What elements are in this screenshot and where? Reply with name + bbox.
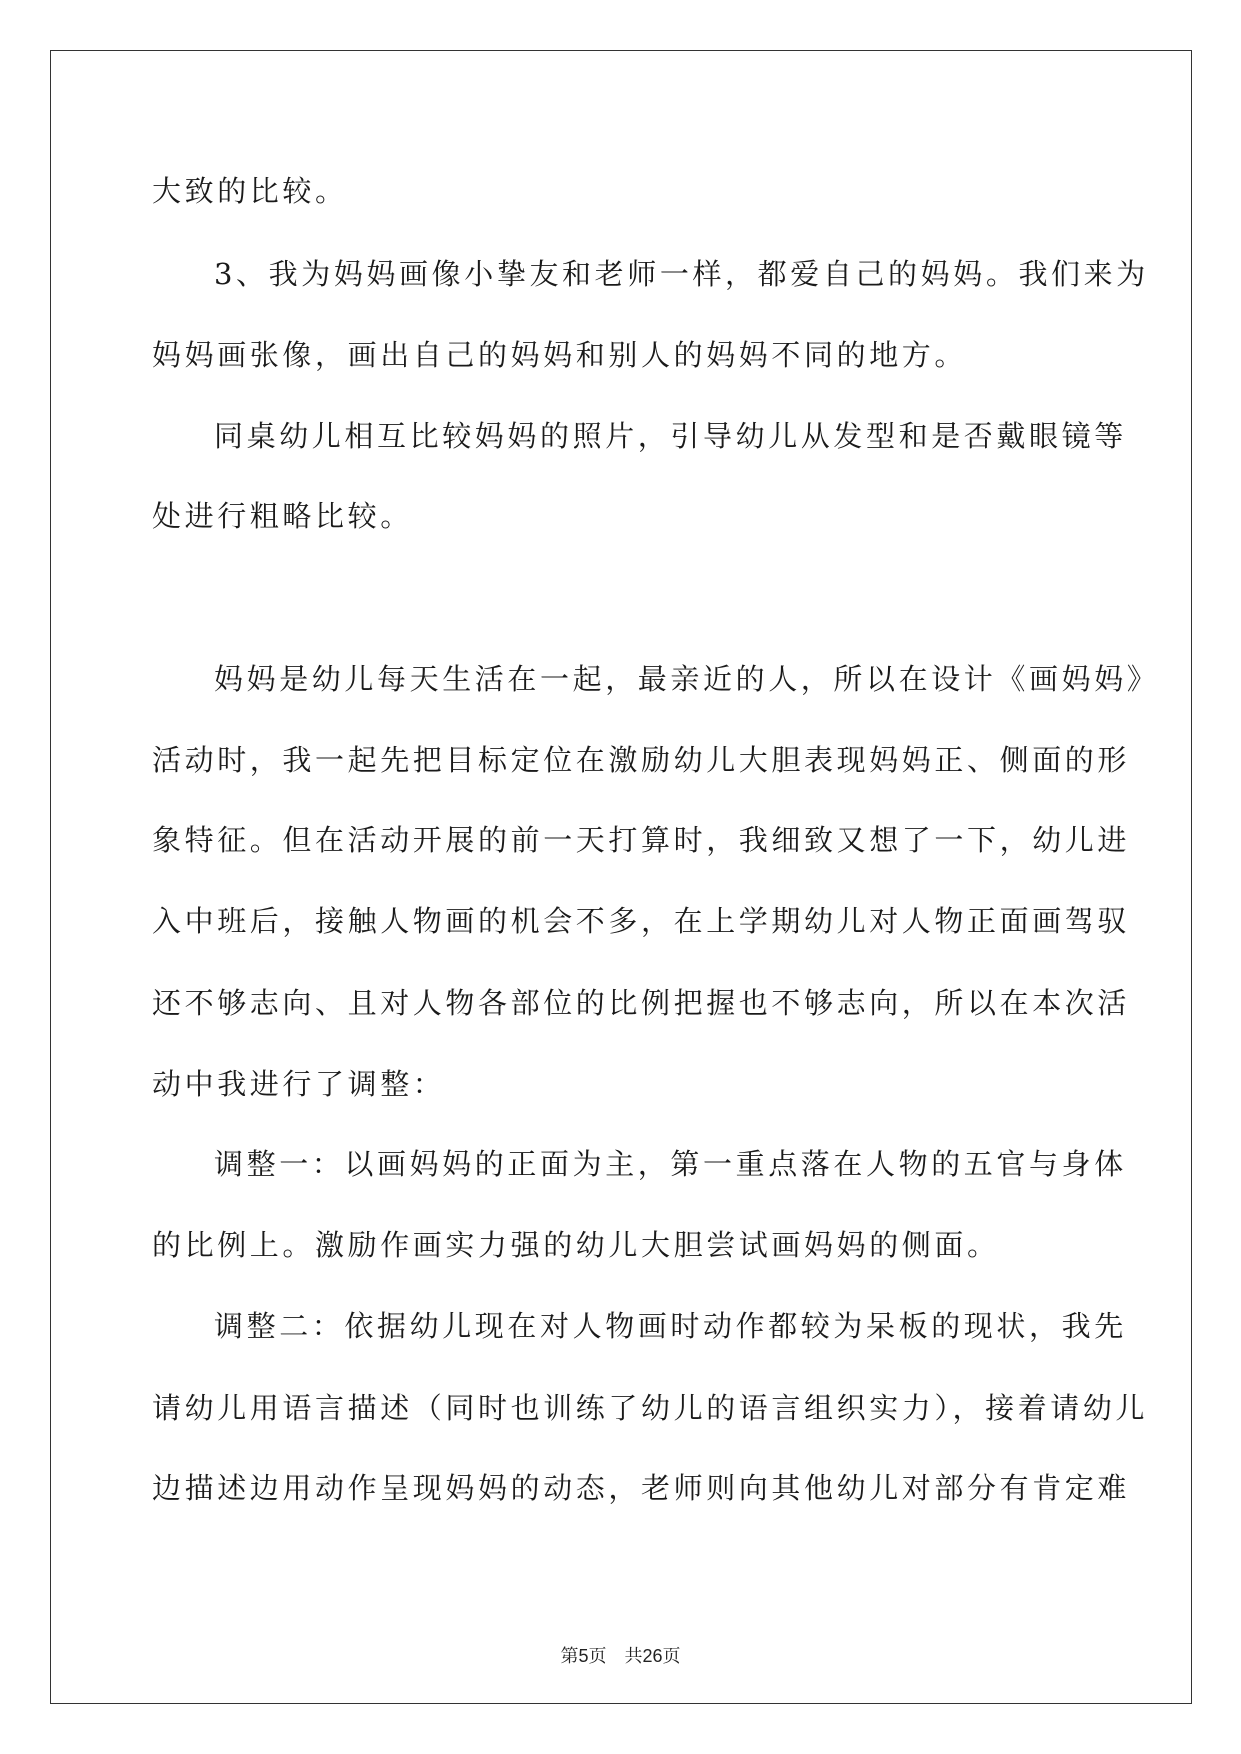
text-line: 妈妈是幼儿每天生活在一起，最亲近的人，所以在设计《画妈妈》 <box>214 662 1160 696</box>
text-line: 请幼儿用语言描述（同时也训练了幼儿的语言组织实力），接着请幼儿 <box>152 1391 1149 1425</box>
text-line: 妈妈画张像，画出自己的妈妈和别人的妈妈不同的地方。 <box>152 338 968 372</box>
page-border <box>50 50 1192 1704</box>
text-line: 3、我为妈妈画像小挚友和老师一样，都爱自己的妈妈。我们来为 <box>214 257 1149 291</box>
text-line: 的比例上。激励作画实力强的幼儿大胆尝试画妈妈的侧面。 <box>152 1228 1000 1262</box>
text-line: 同桌幼儿相互比较妈妈的照片，引导幼儿从发型和是否戴眼镜等 <box>214 419 1127 453</box>
text-line: 调整一：以画妈妈的正面为主，第一重点落在人物的五官与身体 <box>214 1147 1127 1181</box>
text-line: 边描述边用动作呈现妈妈的动态，老师则向其他幼儿对部分有肯定难 <box>152 1471 1131 1505</box>
page-suffix: 页 <box>588 1646 607 1667</box>
page-footer <box>0 1644 1241 1669</box>
text-line: 调整二：依据幼儿现在对人物画时动作都较为呆板的现状，我先 <box>214 1309 1127 1343</box>
text-line: 动中我进行了调整： <box>152 1067 446 1101</box>
text-line: 象特征。但在活动开展的前一天打算时，我细致又想了一下，幼儿进 <box>152 823 1131 857</box>
page-number: 5 <box>578 1646 589 1666</box>
text-line: 处进行粗略比较。 <box>152 499 413 533</box>
text-line: 活动时，我一起先把目标定位在激励幼儿大胆表现妈妈正、侧面的形 <box>152 743 1131 777</box>
total-prefix: 共 <box>624 1646 643 1667</box>
total-pages: 26 <box>642 1646 663 1666</box>
total-suffix: 页 <box>662 1646 681 1667</box>
text-line: 还不够志向、且对人物各部位的比例把握也不够志向，所以在本次活 <box>152 986 1131 1020</box>
text-line: 入中班后，接触人物画的机会不多，在上学期幼儿对人物正面画驾驭 <box>152 904 1131 938</box>
text-line: 大致的比较。 <box>152 174 348 208</box>
page-prefix: 第 <box>560 1646 579 1667</box>
